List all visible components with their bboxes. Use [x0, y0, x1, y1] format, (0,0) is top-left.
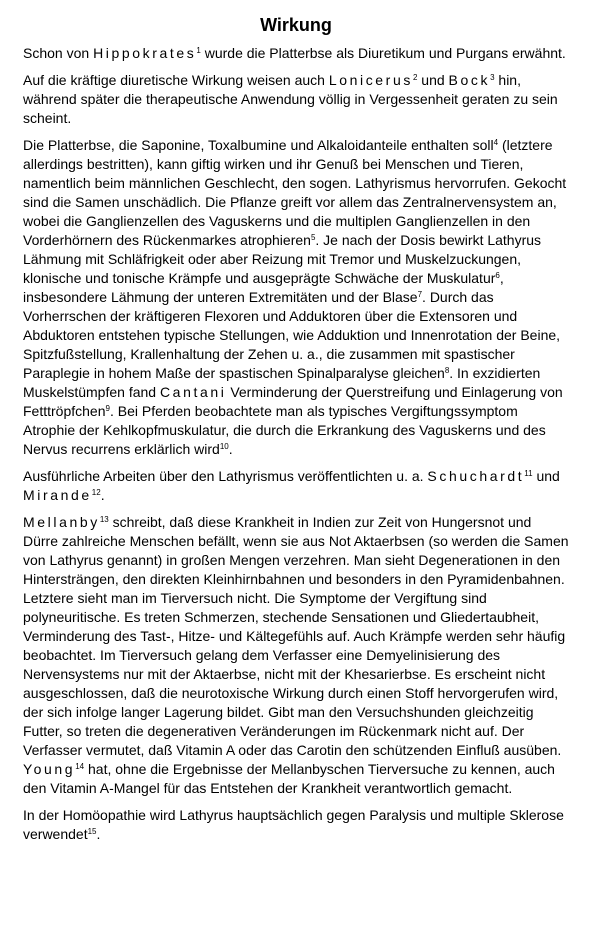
footnote-marker: 1: [196, 46, 201, 55]
text-run: (letztere allerdings bestritten), kann giftig wirken und ihr Genuß bei Menschen und Tieren, namentlich beim männlichen Geschlecht, den sogen. Lathyrismus hervorrufen. Gekocht sind die Samen unschädlich. Die Pflanze greift vor allem das Zentralnervensystem an, wobei die Ganglienzellen des Vaguskerns und die multiplen Ganglienzellen in den Vorderhörnern des Rückenmarkes atrophieren: [23, 137, 567, 248]
text-run: In der Homöopathie wird Lathyrus hauptsächlich gegen Paralysis und multiple Sklerose verwendet: [23, 807, 564, 842]
text-run: wurde die Platterbse als Diuretikum und Purgans erwähnt.: [200, 45, 566, 61]
footnote-marker: 3: [490, 73, 495, 82]
footnote-marker: 4: [493, 138, 499, 147]
text-run: und: [532, 468, 560, 484]
footnote-marker: 8: [444, 366, 450, 375]
text-run: . Durch das Vorherrschen der kräftigeren Flexoren und Adduktoren über die Extensoren und Abduktoren entstehen typische Stellungen, wie Adduktion und Innenrotation der Beine, Spitzfußstellung, Krallenhaltung der Zehen u. a., die zusammen mit spastischer Paraplegie in hohem Maße der spastischen Spinalparalyse gleichen: [23, 289, 561, 381]
author-name: Cantani: [159, 384, 227, 400]
paragraph: [23, 136, 569, 459]
footnote-marker: 11: [524, 469, 533, 478]
author-name: Bock: [448, 72, 491, 88]
footnote-marker: 12: [91, 488, 101, 497]
footnote-marker: 6: [495, 271, 500, 280]
text-run: . Je nach der Dosis bewirkt Lathyrus Lähmung mit Schläfrigkeit oder aber Reizung mit Tremor und Muskelzuckungen, klonische und tonische Krämpfe und ausgeprägte Schwäche der Muskulatur: [23, 232, 542, 286]
author-name: Lonicerus: [328, 72, 413, 88]
footnote-marker: 5: [310, 233, 316, 242]
text-run: . Bei Pferden beobachtete man als typisches Vergiftungssymptom Atrophie der Kehlkopfmuskulatur, die durch die Erkrankung des Vaguskerns und des Nervus recurrens erklärlich wird: [23, 403, 546, 457]
text-run: Verminderung der Querstreifung und Einlagerung von Fetttröpfchen: [23, 384, 563, 419]
section-heading: Wirkung: [260, 15, 332, 35]
text-run: .: [96, 826, 101, 842]
body-text: [23, 44, 569, 844]
footnote-marker: 2: [412, 73, 418, 82]
text-run: , insbesondere Lähmung der unteren Extremitäten und der Blase: [23, 270, 504, 305]
footnote-marker: 7: [417, 290, 423, 299]
author-name: Mirande: [23, 487, 92, 503]
paragraph: [23, 71, 569, 128]
footnote-marker: 14: [75, 762, 85, 771]
text-run: und: [417, 72, 449, 88]
author-name: Schuchardt: [427, 468, 525, 484]
footnote-marker: 9: [105, 404, 110, 413]
author-name: Hippokrates: [93, 45, 197, 61]
footnote-marker: 13: [99, 515, 109, 524]
text-run: . In exzidierten Muskelstümpfen fand: [23, 365, 541, 400]
text-run: .: [100, 487, 105, 503]
text-run: Die Platterbse, die Saponine, Toxalbumine und Alkaloidanteile enthalten soll: [23, 137, 494, 153]
author-name: Young: [23, 761, 76, 777]
text-run: hat, ohne die Ergebnisse der Mellanbyschen Tierversuche zu kennen, auch den Vitamin A-Mangel für das Entstehen der Krankheit verantwortlich gemacht.: [23, 761, 555, 796]
text-run: schreibt, daß diese Krankheit in Indien zur Zeit von Hungersnot und Dürre zahlreiche Menschen befällt, wenn sie aus Not Aktaerbsen (so werden die Samen von Lathyrus genannt) in großen Mengen verzehren. Man sieht Degenerationen in den Hintersträngen, den direkten Kleinhirnbahnen und besonders in den Pyramidenbahnen. Letztere sieht man im Tierversuch nicht. Die Symptome der Vergiftung sind polyneuritische. Es treten Schmerzen, stechende Sensationen und Gliedertaubheit, Verminderung des Tast-, Hitze- und Kältegefühls auf. Auch Krämpfe werden sehr häufig beobachtet. Im Tierversuch gelang dem Verfasser eine Demyelinisierung des Nervensystems nur mit der Aktaerbse, nicht mit der Khesarierbse. Es erscheint nicht ausgeschlossen, daß die neurotoxische Wirkung durch einen Stoff hervorgerufen wird, der sich infolge langer Lagerung bildet. Gibt man den Versuchshunden gleichzeitig Futter, so treten die degenerativen Veränderungen im Rückenmark nicht auf. Der Verfasser vermutet, daß Vitamin A oder das Carotin den schützenden Einfluß ausüben.: [23, 514, 569, 758]
footnote-marker: 15: [87, 827, 97, 836]
paragraph: [23, 44, 569, 63]
footnote-marker: 10: [219, 442, 229, 451]
paragraph: [23, 513, 569, 798]
paragraph: [23, 467, 569, 505]
author-name: Mellanby: [23, 514, 100, 530]
text-run: hin, während später die therapeutische Anwendung völlig in Vergessenheit geraten zu sein scheint.: [23, 72, 558, 126]
paragraph: [23, 806, 569, 844]
text-run: Ausführliche Arbeiten über den Lathyrismus veröffentlichten u. a.: [23, 468, 428, 484]
text-run: Auf die kräftige diuretische Wirkung weisen auch: [23, 72, 329, 88]
text-run: Schon von: [23, 45, 94, 61]
text-run: .: [228, 441, 233, 457]
